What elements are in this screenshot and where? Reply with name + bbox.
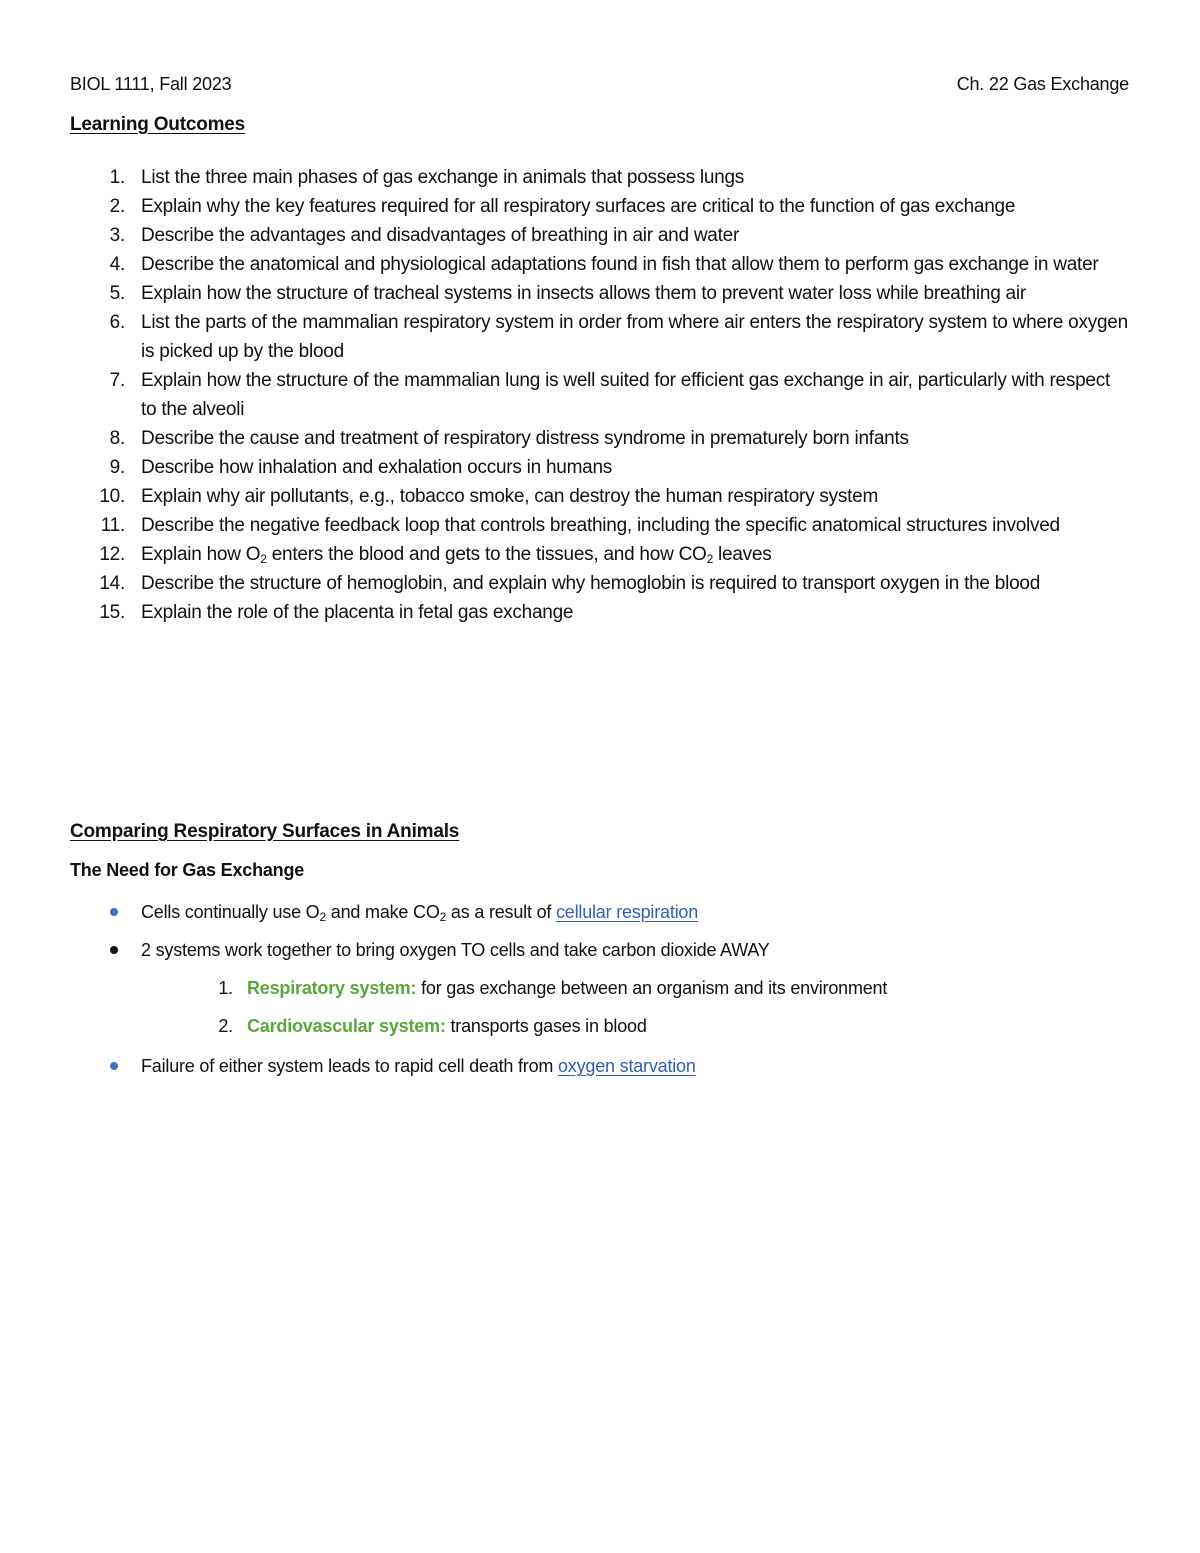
outcome-item <box>70 221 1130 250</box>
outcome-item <box>70 598 1130 627</box>
outcome-item <box>70 308 1130 366</box>
outcome-number: 6. <box>109 312 125 333</box>
outcome-text: Explain how the structure of the mammalian lung is well suited for efficient gas exchange in air, particularly with respect to the alveoli <box>141 370 1111 420</box>
outcome-item <box>70 424 1130 453</box>
outcome-number: 7. <box>109 370 125 391</box>
learning-outcomes-title: Learning Outcomes <box>70 114 246 135</box>
chapter-header: Ch. 22 Gas Exchange <box>956 74 1129 94</box>
outcome-item <box>70 192 1130 221</box>
outcome-text <box>141 544 771 565</box>
bullet-text-part: Failure of either system leads to rapid cell death from <box>141 1056 558 1076</box>
system-label: Cardiovascular system: <box>247 1016 446 1036</box>
outcome-item <box>70 511 1130 540</box>
bullet-dot-icon <box>110 1062 118 1070</box>
outcome-item <box>70 250 1130 279</box>
bullet-dot-icon <box>110 946 118 954</box>
need-for-gas-exchange-heading: The Need for Gas Exchange <box>70 860 305 880</box>
outcome-text: Explain why air pollutants, e.g., tobacco smoke, can destroy the human respiratory system <box>141 486 879 507</box>
system-text <box>247 1012 647 1040</box>
course-header: BIOL 1111, Fall 2023 <box>70 74 232 94</box>
outcome-item <box>70 482 1130 511</box>
outcome-text-part: Explain how O <box>141 544 261 565</box>
outcome-number: 8. <box>109 428 125 449</box>
system-number: 1. <box>218 978 233 998</box>
learning-outcomes-list <box>70 163 1130 627</box>
outcome-number: 10. <box>99 486 125 507</box>
outcome-number: 2. <box>109 196 125 217</box>
system-description: for gas exchange between an organism and its environment <box>416 978 888 998</box>
outcome-text-part: leaves <box>713 544 772 565</box>
outcome-number: 5. <box>109 283 125 304</box>
outcome-text: List the three main phases of gas exchange in animals that possess lungs <box>141 167 745 188</box>
cellular-respiration-link[interactable]: cellular respiration <box>555 902 699 922</box>
outcome-text: Explain how the structure of tracheal systems in insects allows them to prevent water loss while breathing air <box>141 283 1026 304</box>
bullet-text-part: Cells continually use O <box>141 902 320 922</box>
outcome-text: Describe the negative feedback loop that controls breathing, including the specific anatomical structures involved <box>141 515 1060 536</box>
bullet-text <box>141 898 698 926</box>
subscript: 2 <box>260 552 267 566</box>
system-text <box>247 974 887 1002</box>
outcome-text: List the parts of the mammalian respiratory system in order from where air enters the respiratory system to where oxygen is picked up by the blood <box>141 312 1128 362</box>
outcome-text: Explain why the key features required for all respiratory surfaces are critical to the function of gas exchange <box>141 196 1016 217</box>
outcome-number: 9. <box>109 457 125 478</box>
outcome-number: 11. <box>100 515 125 536</box>
subscript: 2 <box>439 910 447 924</box>
outcome-number: 3. <box>109 225 125 246</box>
outcome-text: Describe the anatomical and physiological adaptations found in fish that allow them to perform gas exchange in water <box>141 254 1099 275</box>
outcome-number: 4. <box>109 254 125 275</box>
outcome-number: 1. <box>109 167 125 188</box>
outcome-number: 14. <box>99 573 125 594</box>
outcome-text-part: enters the blood and gets to the tissues, and how CO <box>266 544 707 565</box>
outcome-item <box>70 569 1130 598</box>
system-description: transports gases in blood <box>445 1016 647 1036</box>
outcome-text: Describe how inhalation and exhalation occurs in humans <box>141 457 613 478</box>
outcome-item <box>70 453 1130 482</box>
oxygen-starvation-link[interactable]: oxygen starvation <box>558 1056 696 1076</box>
bullet-text-part: as a result of <box>446 902 556 922</box>
subscript: 2 <box>706 552 714 566</box>
outcome-item <box>70 540 1130 569</box>
bullet-text-part: and make CO <box>325 902 440 922</box>
outcome-text: Describe the advantages and disadvantages of breathing in air and water <box>141 225 740 246</box>
bullet-text: 2 systems work together to bring oxygen TO cells and take carbon dioxide AWAY <box>141 940 770 960</box>
system-label: Respiratory system: <box>247 978 417 998</box>
subscript: 2 <box>319 910 326 924</box>
bullet-text <box>141 1052 696 1080</box>
outcome-item <box>70 163 1130 192</box>
bullet-dot-icon <box>110 908 118 916</box>
outcome-text: Explain the role of the placenta in fetal gas exchange <box>141 602 574 623</box>
outcome-number: 15. <box>99 602 125 623</box>
comparing-section-title: Comparing Respiratory Surfaces in Animals <box>70 821 460 842</box>
outcome-text: Describe the structure of hemoglobin, and explain why hemoglobin is required to transport oxygen in the blood <box>141 573 1041 594</box>
outcome-number: 12. <box>99 544 125 565</box>
outcome-item <box>70 279 1130 308</box>
outcome-text: Describe the cause and treatment of respiratory distress syndrome in prematurely born infants <box>141 428 909 449</box>
system-number: 2. <box>218 1016 233 1036</box>
outcome-item <box>70 366 1130 424</box>
